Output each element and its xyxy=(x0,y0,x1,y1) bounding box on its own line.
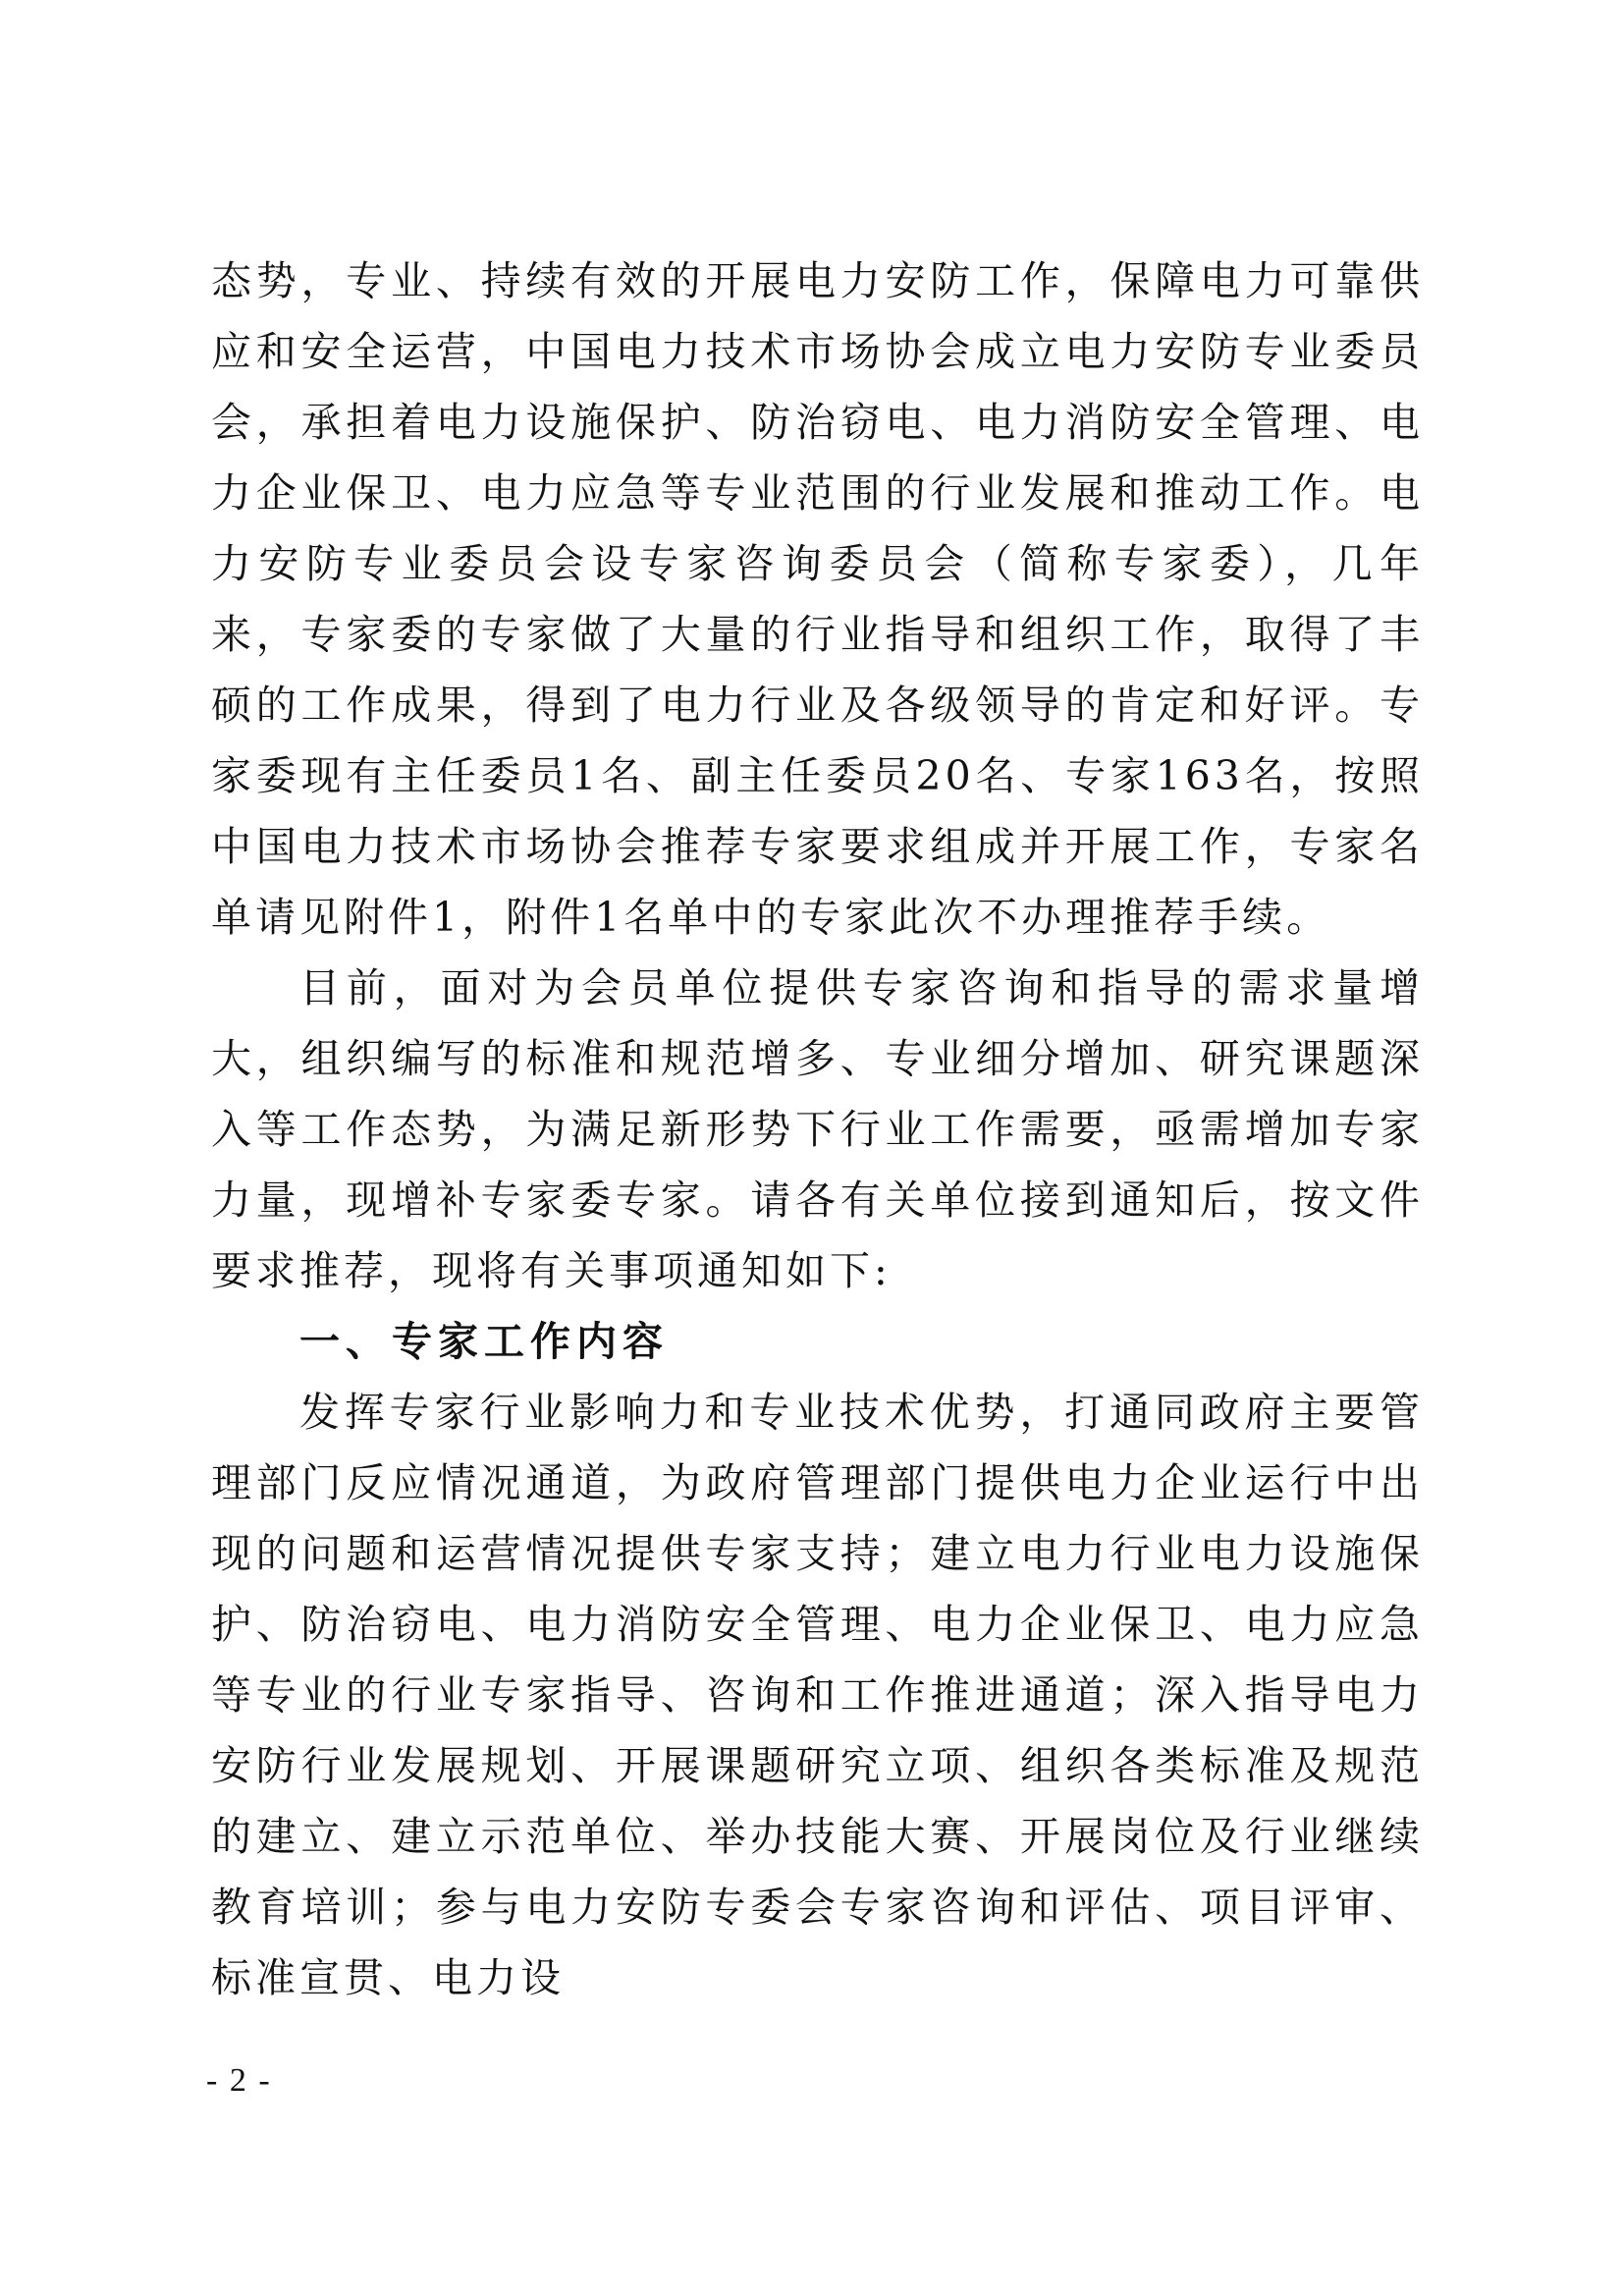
page-number: - 2 - xyxy=(206,2062,272,2099)
paragraph-current-situation: 目前，面对为会员单位提供专家咨询和指导的需求量增大，组织编写的标准和规范增多、专业细分增加、研究课题深入等工作态势，为满足新形势下行业工作需要，亟需增加专家力量，现增补专家委专家。请各有关单位接到通知后，按文件要求推荐，现将有关事项通知如下: xyxy=(211,964,1424,1294)
document-body xyxy=(211,246,1424,2013)
paragraph-continuation: 态势，专业、持续有效的开展电力安防工作，保障电力可靠供应和安全运营，中国电力技术市场协会成立电力安防专业委员会，承担着电力设施保护、防治窃电、电力消防安全管理、电力企业保卫、电力应急等专业范围的行业发展和推动工作。电力安防专业委员会设专家咨询委员会（简称专家委），几年来，专家委的专家做了大量的行业指导和组织工作，取得了丰硕的工作成果，得到了电力行业及各级领导的肯定和好评。专家委现有主任委员1名、副主任委员20名、专家163名，按照中国电力技术市场协会推荐专家要求组成并开展工作，专家名单请见附件1，附件1名单中的专家此次不办理推荐手续。 xyxy=(211,257,1424,941)
paragraph-expert-work-content: 发挥专家行业影响力和专业技术优势，打通同政府主要管理部门反应情况通道，为政府管理部门提供电力企业运行中出现的问题和运营情况提供专家支持；建立电力行业电力设施保护、防治窃电、电力消防安全管理、电力企业保卫、电力应急等专业的行业专家指导、咨询和工作推进通道；深入指导电力安防行业发展规划、开展课题研究立项、组织各类标准及规范的建立、建立示范单位、举办技能大赛、开展岗位及行业继续教育培训；参与电力安防专委会专家咨询和评估、项目评审、标准宣贯、电力设 xyxy=(211,1389,1424,2001)
section-heading-expert-work: 一、专家工作内容 xyxy=(299,1318,669,1365)
